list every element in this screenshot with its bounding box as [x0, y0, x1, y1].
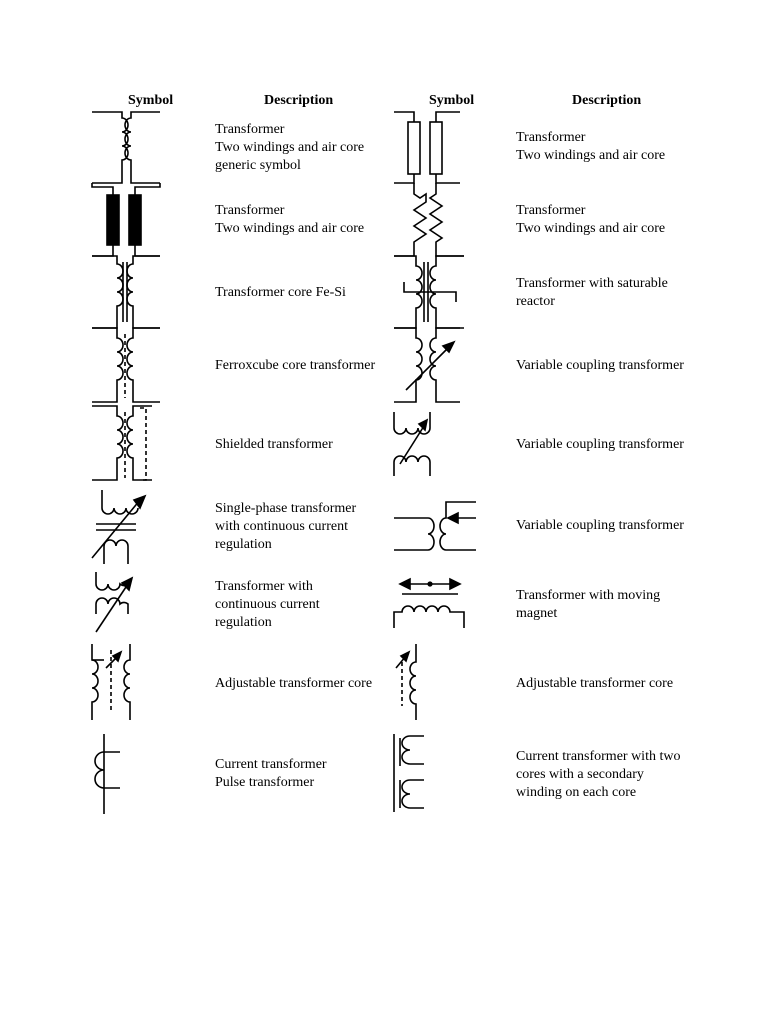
adjustable-core-icon — [396, 644, 416, 720]
right-row-6-description: Variable coupling transformer — [516, 518, 684, 533]
left-row-5-description: Shielded transformer — [215, 437, 333, 452]
right-row-1-description: Transformer Two windings and air core — [516, 130, 666, 163]
zigzag-winding-transformer-icon — [394, 183, 464, 256]
left-row-3-description: Transformer core Fe-Si — [215, 285, 346, 300]
open-block-transformer-icon — [394, 112, 460, 183]
regulating-transformer-icon — [96, 572, 132, 632]
right-row-5-description: Variable coupling transformer — [516, 437, 684, 452]
variable-coupling-transformer-3-icon — [394, 502, 476, 550]
ferroxcube-transformer-icon — [92, 328, 160, 402]
right-row-9-description: Current transformer with two cores with a secondary winding on each core — [516, 749, 681, 800]
variable-coupling-transformer-2-icon — [394, 412, 430, 476]
left-description-header: Description — [264, 93, 334, 108]
two-core-current-transformer-icon — [394, 734, 424, 812]
right-row-4-description: Variable coupling transformer — [516, 358, 684, 373]
left-row-9-description: Current transformer Pulse transformer — [215, 757, 327, 790]
right-description-header: Description — [572, 93, 642, 108]
right-row-8-description: Adjustable transformer core — [516, 676, 674, 691]
left-row-6-description: Single-phase transformer with continuous current regulation — [215, 501, 357, 552]
block-winding-transformer-icon — [92, 183, 160, 256]
current-transformer-icon — [95, 734, 120, 814]
left-symbol-header: Symbol — [128, 93, 174, 108]
left-row-1-description: Transformer Two windings and air core generic symbol — [215, 122, 365, 173]
adjustable-core-transformer-icon — [92, 644, 130, 720]
iron-core-transformer-icon — [92, 256, 160, 328]
left-row-8-description: Adjustable transformer core — [215, 676, 373, 691]
right-row-3-description: Transformer with saturable reactor — [516, 276, 668, 309]
single-phase-regulating-transformer-icon — [92, 490, 145, 564]
variable-coupling-transformer-icon — [394, 328, 460, 402]
right-row-2-description: Transformer Two windings and air core — [516, 203, 666, 236]
moving-magnet-transformer-icon — [394, 579, 464, 628]
shielded-transformer-icon — [92, 406, 152, 480]
left-row-2-description: Transformer Two windings and air core — [215, 203, 365, 236]
saturable-reactor-transformer-icon — [394, 256, 464, 328]
left-row-4-description: Ferroxcube core transformer — [215, 358, 376, 373]
right-symbol-header: Symbol — [429, 93, 475, 108]
air-core-transformer-icon — [92, 112, 160, 183]
left-row-7-description: Transformer with continuous current regulation — [215, 579, 320, 630]
right-row-7-description: Transformer with moving magnet — [516, 588, 661, 621]
